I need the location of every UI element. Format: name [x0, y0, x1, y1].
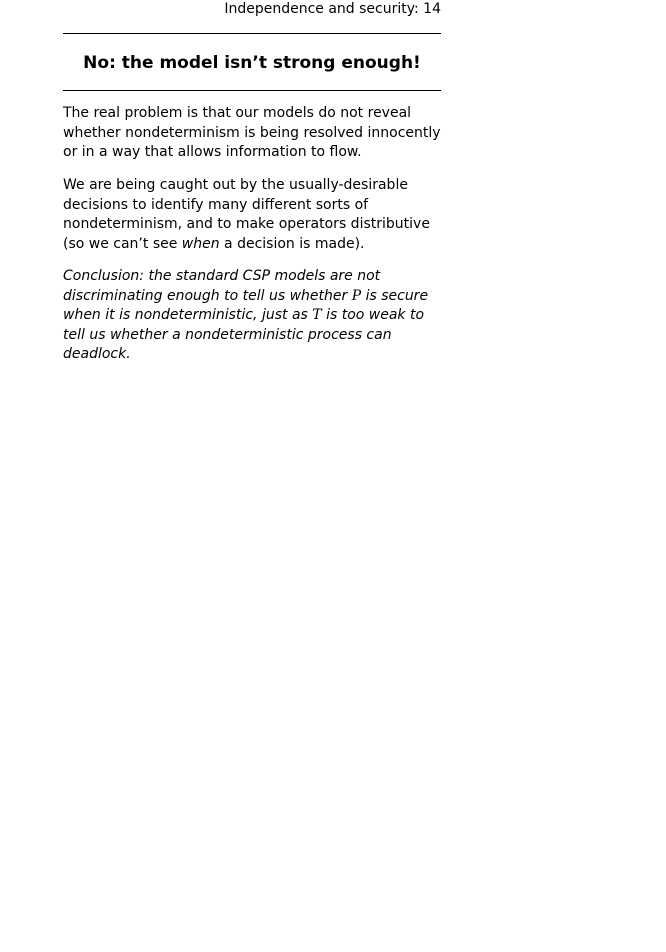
conclusion-part-3: is too weak to tell us whether a nondeterministic process can deadlock.	[63, 307, 425, 362]
paragraph-2-text-after: a decision is made).	[219, 235, 365, 252]
bottom-rule	[63, 90, 441, 91]
paragraph-1: The real problem is that our models do not reveal whether nondeterminism is being resolved innocently or in a way that allows information to flow.	[63, 105, 441, 160]
top-rule	[63, 33, 441, 34]
conclusion-part-1: Conclusion: the standard CSP models are not discriminating enough to tell us whether	[63, 268, 381, 304]
slide-title: No: the model isn’t strong enough!	[83, 53, 421, 73]
paragraph-2-emphasis: when	[181, 235, 220, 252]
paragraph-2	[63, 176, 443, 254]
running-header: Independence and security: 14	[224, 1, 441, 17]
paragraph-2-text-before: We are being caught out by the usually-desirable decisions to identify many different sorts of nondeterminism, and to make operators distributive (so we can’t see	[63, 177, 430, 252]
conclusion-var-t: T	[312, 307, 322, 323]
conclusion-paragraph	[63, 267, 443, 365]
conclusion-var-p: P	[351, 287, 362, 304]
conclusion-part-2: is secure when it is nondeterministic, just as	[63, 287, 429, 323]
